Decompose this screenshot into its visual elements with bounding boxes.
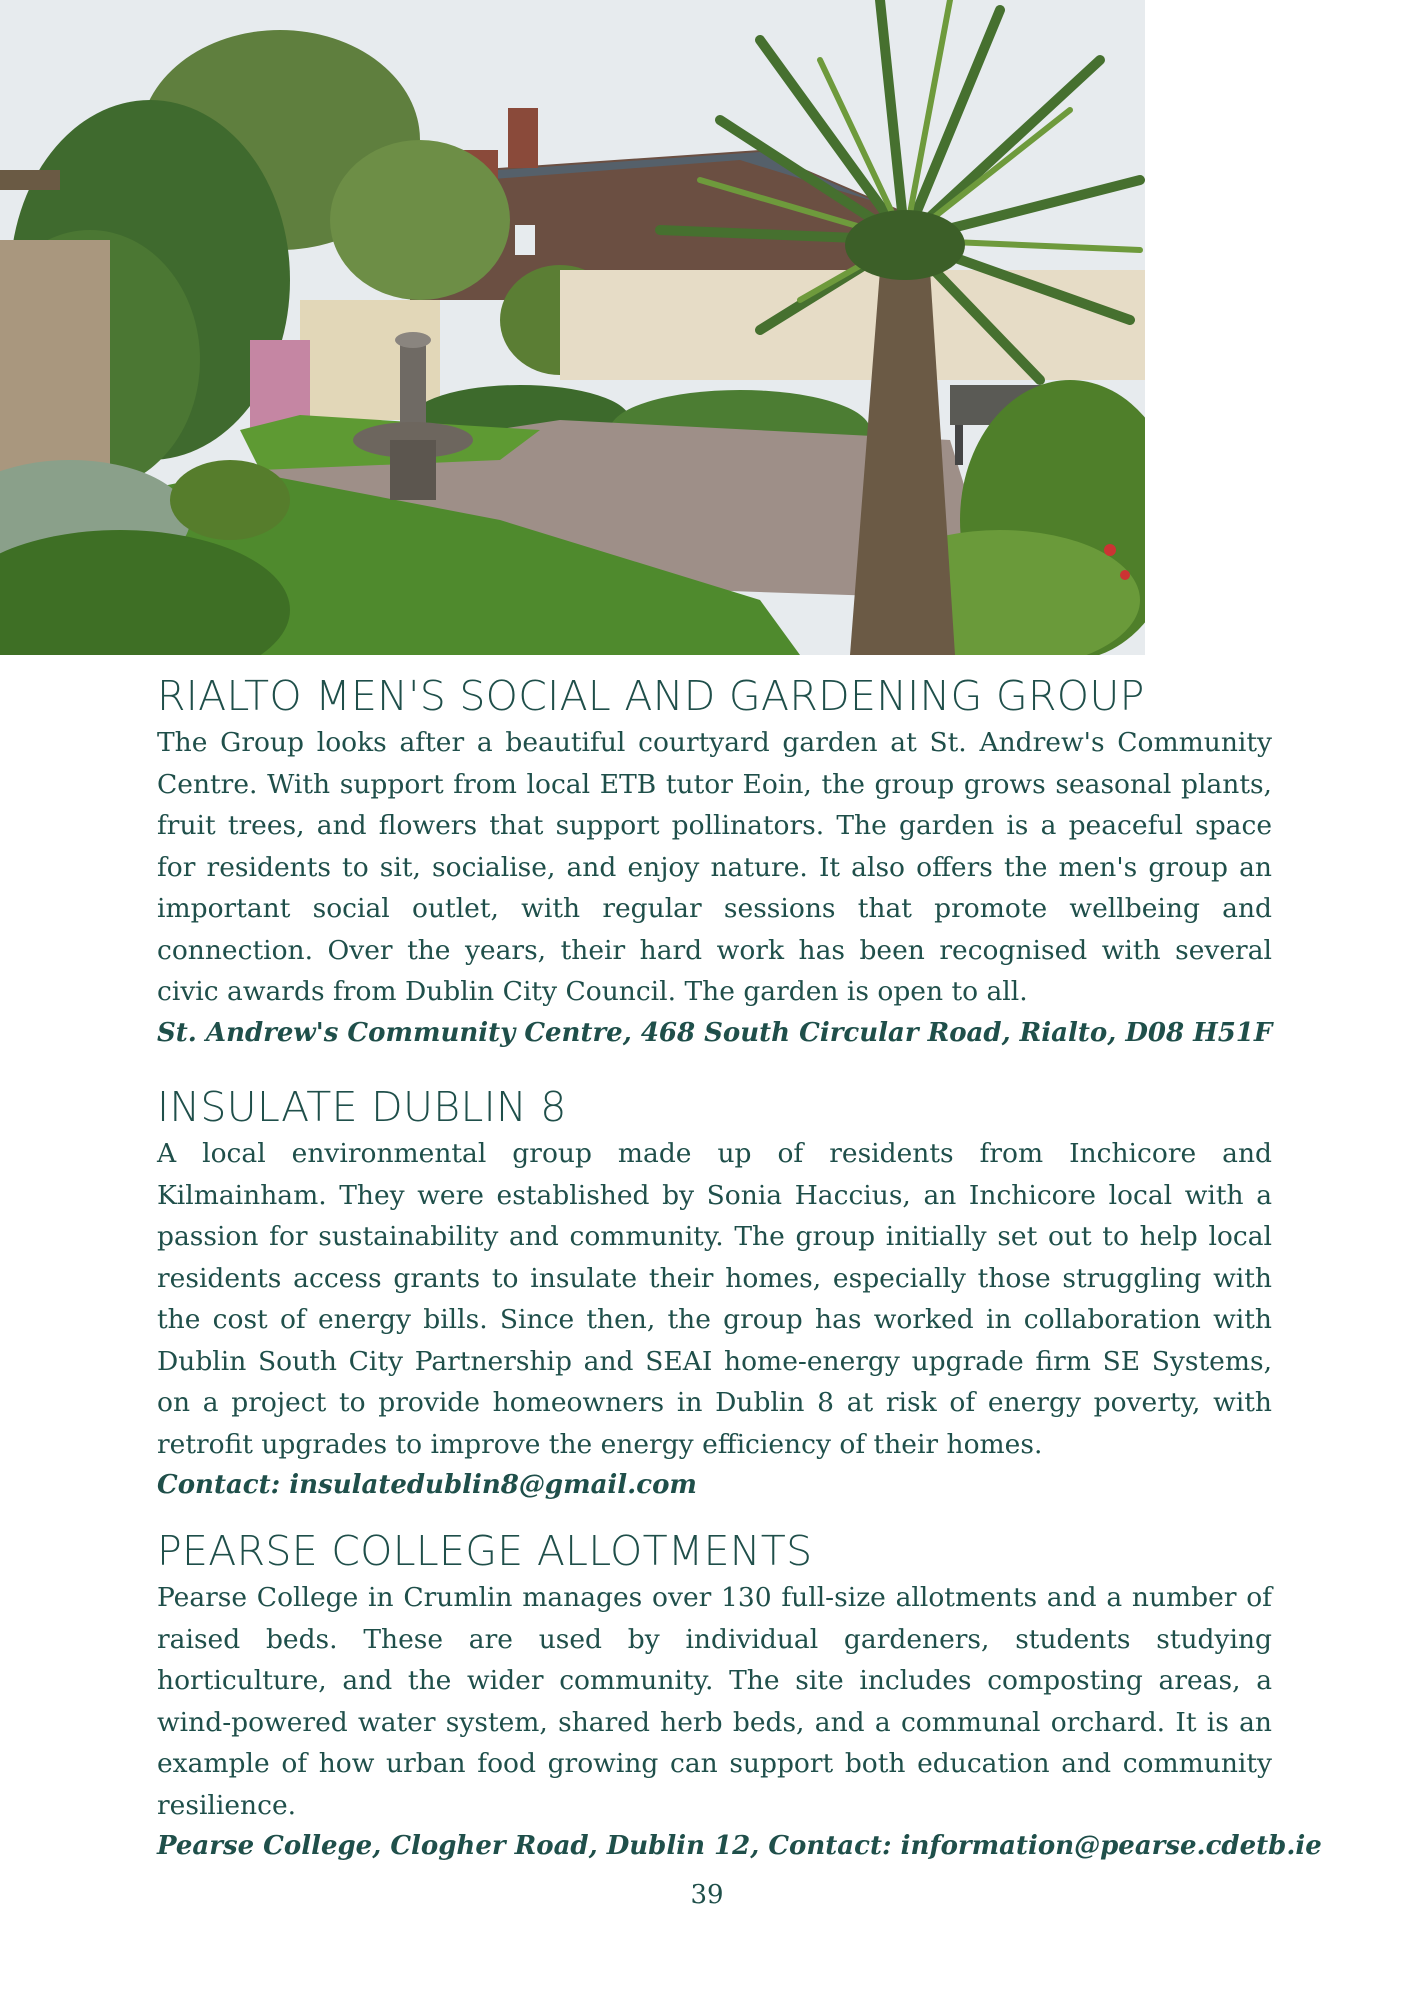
garden-photo-icon xyxy=(0,0,1145,655)
section-contact: St. Andrew's Community Centre, 468 South Circular Road, Rialto, D08 H51F xyxy=(157,1017,1273,1048)
section-contact: Pearse College, Clogher Road, Dublin 12, Contact: information@pearse.cdetb.ie xyxy=(157,1831,1322,1861)
section-heading: INSULATE DUBLIN 8 xyxy=(157,1083,567,1131)
section-contact: Contact: insulatedublin8@gmail.com xyxy=(157,1470,697,1500)
page-number: 39 xyxy=(690,1880,724,1910)
section-rialto xyxy=(157,672,1272,1053)
garden-photo xyxy=(0,0,1145,655)
section-heading: RIALTO MEN'S SOCIAL AND GARDENING GROUP xyxy=(157,672,1145,720)
section-body: The Group looks after a beautiful courtyard garden at St. Andrew's Community Centre. With support from local ETB tutor Eoin, the group grows seasonal plants, fruit trees, and flowers that support pollinators. The garden is a peaceful space for residents to sit, socialise, and enjoy nature. It also offers the men's group an important social outlet, with regular sessions that promote wellbeing and connection. Over the years, their hard work has been recognised with several civic awards from Dublin City Council. The garden is open to all. xyxy=(157,727,1272,1007)
section-pearse-college xyxy=(157,1527,1322,1866)
section-body: A local environmental group made up of residents from Inchicore and Kilmainham. They were established by Sonia Haccius, an Inchicore local with a passion for sustainability and community. The group initially set out to help local residents access grants to insulate their homes, especially those struggling with the cost of energy bills. Since then, the group has worked in collaboration with Dublin South City Partnership and SEAI home-energy upgrade firm SE Systems, on a project to provide homeowners in Dublin 8 at risk of energy poverty, with retrofit upgrades to improve the energy efficiency of their homes. xyxy=(157,1138,1272,1460)
section-body: Pearse College in Crumlin manages over 130 full-size allotments and a number of raised beds. These are used by individual gardeners, students studying horticulture, and the wider community. The site includes composting areas, a wind-powered water system, shared herb beds, and a communal orchard. It is an example of how urban food growing can support both education and community resilience. xyxy=(157,1582,1272,1821)
section-insulate-dublin-8 xyxy=(157,1083,1272,1505)
section-heading: PEARSE COLLEGE ALLOTMENTS xyxy=(157,1527,813,1575)
